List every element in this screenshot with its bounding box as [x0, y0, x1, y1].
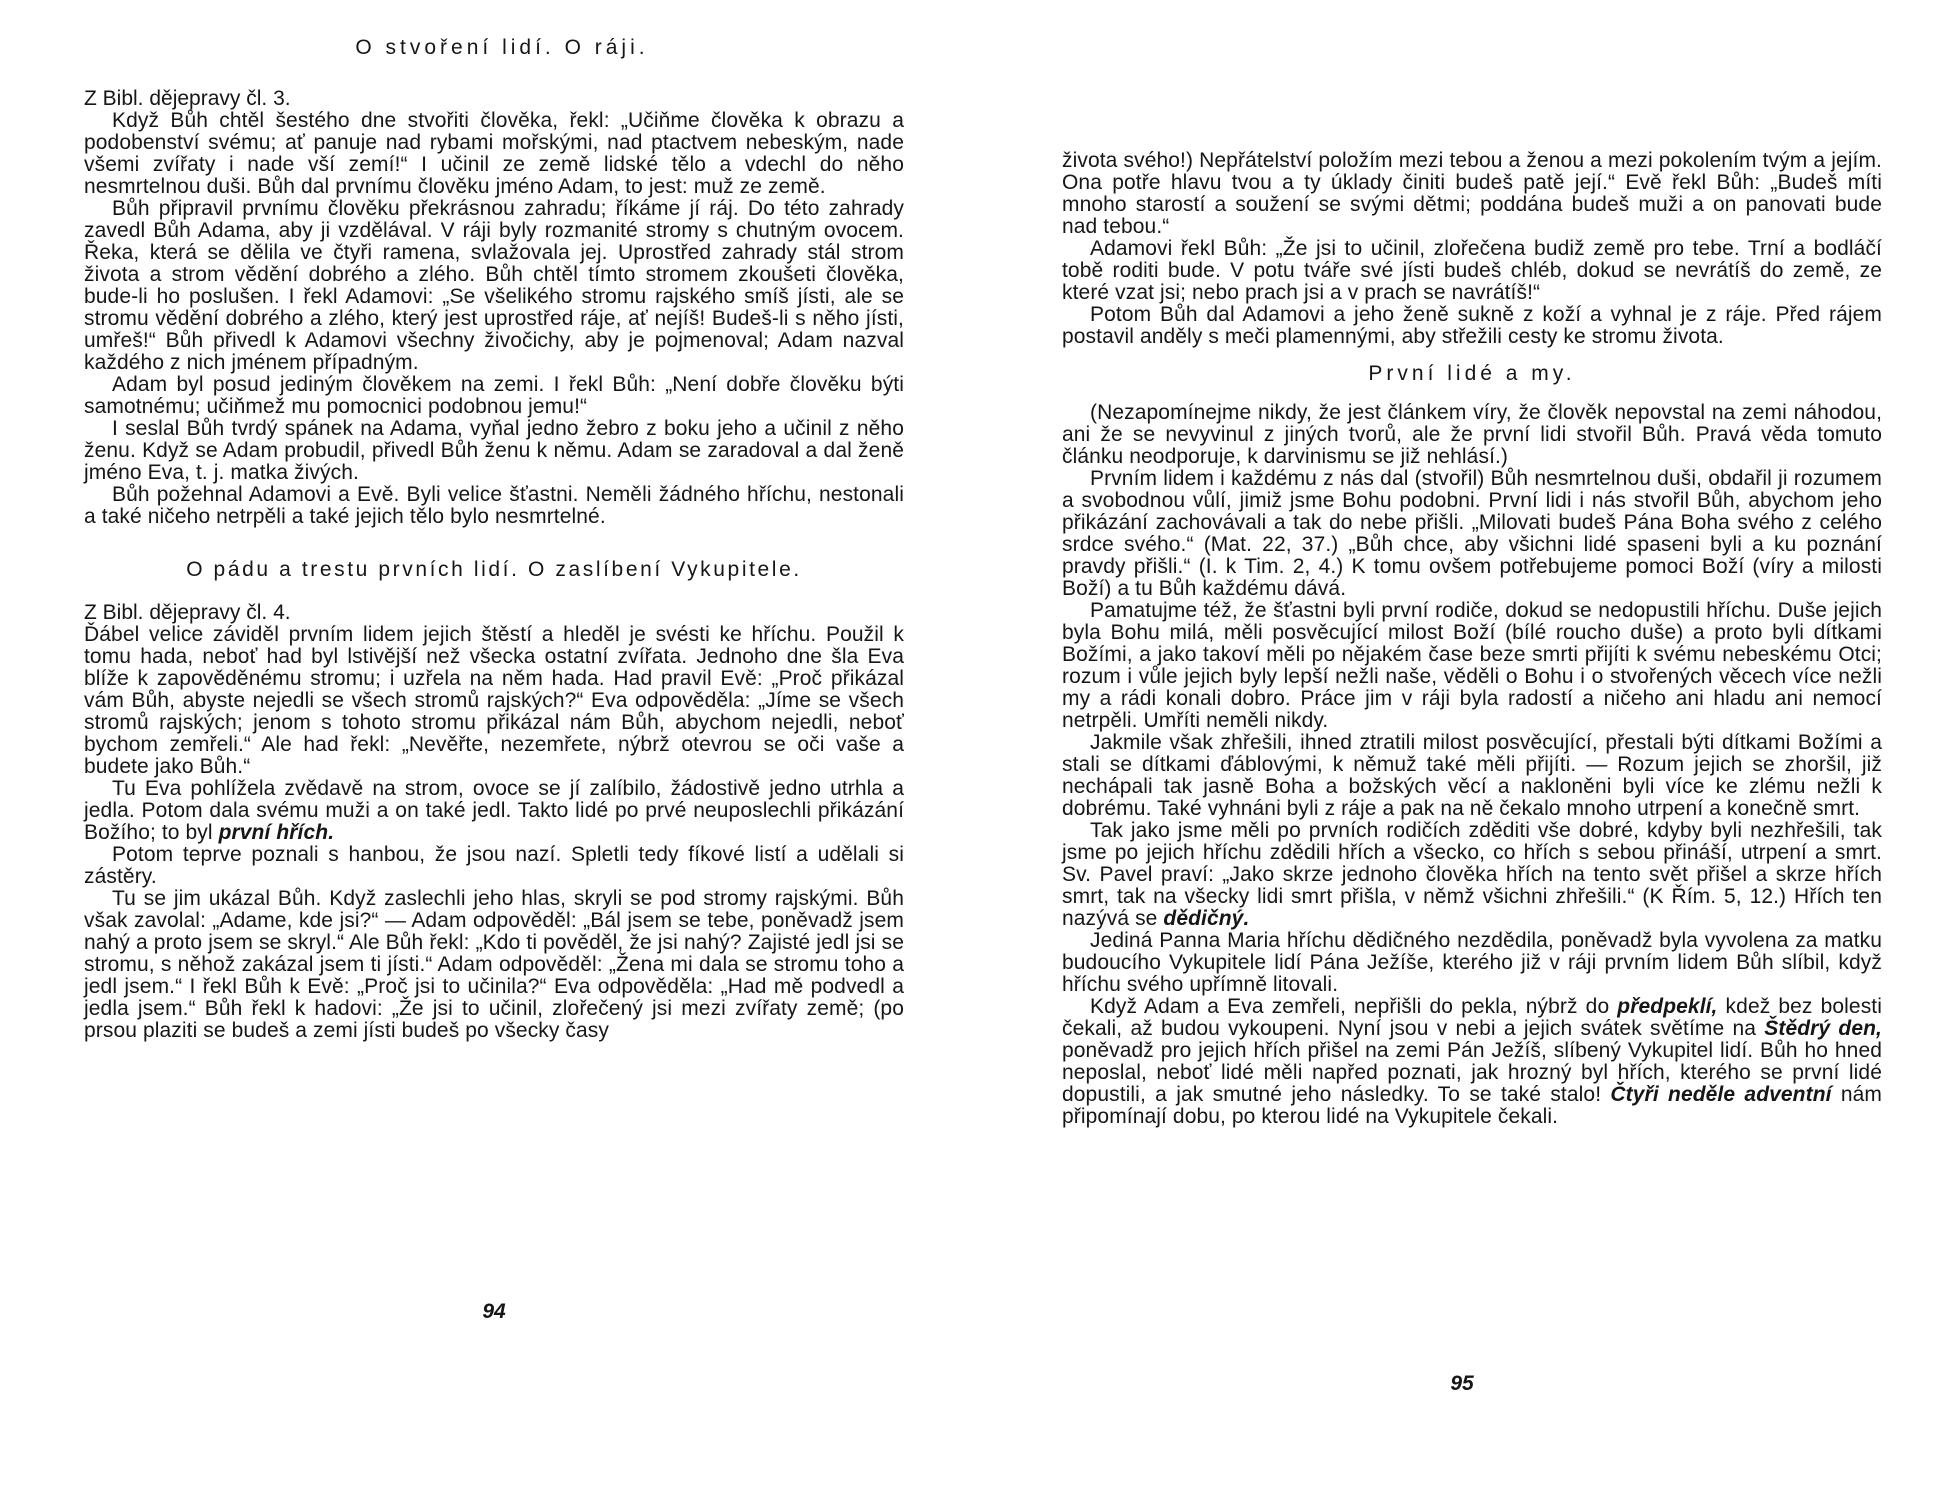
section-heading-fall: O pádu a trestu prvních lidí. O zaslíbení Vykupitele.: [186, 558, 802, 581]
paragraph: [1062, 820, 1882, 930]
left-page: [84, 0, 904, 1323]
emphasis-hereditary: dědičný.: [1163, 907, 1250, 930]
right-page: [1062, 0, 1882, 1395]
page-number: 95: [1450, 1372, 1474, 1395]
paragraph: Když Bůh chtěl šestého dne stvořiti člověka, řekl: „Učiňme člověka k obrazu a podobenství svému; ať panuje nad rybami mořskými, nad ptactvem nebeským, nade všemi zvířaty i nade vší zemí!“ I učinil ze země lidské tělo a vdechl do něho nesmrtelnou duši. Bůh dal prvnímu člověku jméno Adam, to jest: muž ze země.: [84, 109, 904, 198]
paragraph: Pamatujme též, že šťastni byli první rodiče, dokud se nedopustili hříchu. Duše jejich byla Bohu milá, měli posvěcující milost Boží (bílé roucho duše) a proto byli dítkami Božími, a jako takoví měli po nějakém čase beze smrti přijíti k svému nebeskému Otci; rozum i vůle jejich byly lepší nežli naše, věděli o Bohu i o stvořených věcech více nežli my a rádi konali dobro. Práce jim v ráji byla radostí a ničeho ani hladu ani nemocí netrpěli. Umříti neměli nikdy.: [1062, 599, 1882, 732]
page-number: 94: [482, 1300, 506, 1323]
paragraph: I seslal Bůh tvrdý spánek na Adama, vyňal jedno žebro z boku jeho a učinil z něho ženu. Když se Adam probudil, přivedl Bůh ženu k němu. Adam se zaradoval a dal ženě jméno Eva, t. j. matka živých.: [84, 417, 904, 484]
paragraph: Prvním lidem i každému z nás dal (stvořil) Bůh nesmrtelnou duši, obdařil ji rozumem a svobodnou vůlí, jimiž jsme Bohu podobni. První lidi i nás stvořil Bůh, abychom jeho přikázání zachovávali a tak do nebe přišli. „Milovati budeš Pána Boha svého z celého srdce svého.“ (Mat. 22, 37.) „Bůh chce, aby všichni lidé spaseni byli a ku poznání pravdy přišli.“ (I. k Tim. 2, 4.) K tomu ovšem potřebujeme pomoci Boží (víry a milosti Boží) a tu Bůh každému dává.: [1062, 467, 1882, 600]
paragraph: Adam byl posud jediným člověkem na zemi. I řekl Bůh: „Není dobře člověku býti samotnému; učiňmež mu pomocnici podobnou jemu!“: [84, 373, 904, 418]
paragraph-text: Když Adam a Eva zemřeli, nepřišli do pekla, nýbrž do: [1090, 995, 1618, 1018]
paragraph-text: poněvadž pro jejich hřích přišel na zemi Pán Ježíš, slíbený Vykupitel lidí. Bůh ho hned neposlal, neboť lidé měli napřed poznati, jak hrozný byl hřích, kterého se první lidé dopustili, a jak smutné jeho následky. To se také stalo!: [1062, 1039, 1882, 1106]
source-reference: Z Bibl. dějepravy čl. 4.: [84, 601, 291, 624]
paragraph: (Nezapomínejme nikdy, že jest článkem víry, že člověk nepovstal na zemi náhodou, ani že se nevyvinul z jiných tvorů, ale že první lidi stvořil Bůh. Pravá věda tomuto článku neodporuje, k darvinismu se již nehlásí.): [1062, 401, 1882, 468]
paragraph: Bůh požehnal Adamovi a Evě. Byli velice šťastni. Neměli žádného hříchu, nestonali a také ničeho netrpěli a také jejich tělo bylo nesmrtelné.: [84, 483, 904, 528]
paragraph: Jakmile však zhřešili, ihned ztratili milost posvěcující, přestali býti dítkami Božími a stali se dítkami ďáblovými, k němuž také měli přijíti. — Rozum jejich se zhoršil, již nechápali tak jasně Boha a božských věcí a nakloněni byli více ke zlému nežli k dobrému. Také vyhnáni byli z ráje a pak na ně čekalo mnoho utrpení a konečně smrt.: [1062, 731, 1882, 820]
emphasis-first-sin: první hřích.: [218, 821, 335, 844]
section-heading-first-people: První lidé a my.: [1368, 362, 1576, 385]
paragraph: Tu se jim ukázal Bůh. Když zaslechli jeho hlas, skryli se pod stromy rajskými. Bůh však zavolal: „Adame, kde jsi?“ — Adam odpověděl: „Bál jsem se tebe, poněvadž jsem nahý a proto jsem se skryl.“ Ale Bůh řekl: „Kdo ti pověděl, že jsi nahý? Zajisté jedl jsi se stromu, s něhož zakázal jsem ti jísti.“ Adam odpověděl: „Žena mi dala se stromu toho a jedl jsem.“ I řekl Bůh k Evě: „Proč jsi to učinila?“ Eva odpověděla: „Had mě podvedl a jedla jsem.“ Bůh řekl k hadovi: „Že jsi to učinil, zlořečený jsi mezi zvířaty země; (po prsou plaziti se budeš a zemi jísti budeš po všecky časy: [84, 887, 904, 1042]
paragraph: Adamovi řekl Bůh: „Že jsi to učinil, zlořečena budiž země pro tebe. Trní a bodláčí tobě roditi bude. V potu tváře své jísti budeš chléb, dokud se nevrátíš do země, ze které vzat jsi; nebo prach jsi a v prach se navrátíš!“: [1062, 237, 1882, 304]
emphasis-advent-sundays: Čtyři neděle adventní: [1610, 1083, 1832, 1106]
paragraph: [84, 778, 904, 844]
paragraph-text: nám připomínají dobu, po kterou lidé na Vykupitele čekali.: [1062, 1083, 1882, 1128]
section-heading-creation: O stvoření lidí. O ráji.: [355, 36, 649, 59]
source-reference: Z Bibl. dějepravy čl. 3.: [84, 87, 291, 110]
emphasis-christmas-eve: Štědrý den,: [1764, 1017, 1882, 1040]
paragraph: Ďábel velice záviděl prvním lidem jejich štěstí a hleděl je svésti ke hříchu. Použil k tomu hada, neboť had byl lstivější než všecka ostatní zvířata. Jednoho dne šla Eva blíže k zapověděnému stromu; i uzřela na něm hada. Had pravil Evě: „Proč přikázal vám Bůh, abyste nejedli se všech stromů rajských?“ Eva odpověděla: „Jíme se všech stromů rajských; jenom s tohoto stromu přikázal nám Bůh, abychom nejedli, neboť bychom zemřeli.“ Ale had řekl: „Nevěřte, nezemřete, nýbrž otevrou se oči vaše a budete jako Bůh.“: [84, 623, 904, 778]
paragraph-text: Tak jako jsme měli po prvních rodičích zděditi vše dobré, kdyby byli nezhřešili, tak jsme po jejich hříchu zdědili hřích a všecko, co hřích s sebou přináší, utrpení a smrt. Sv. Pavel praví: „Jako skrze jednoho člověka hřích na tento svět přišel a skrze hřích smrt, tak na všecky lidi smrt přišla, v němž všichni zhřešili.“ (K Řím. 5, 12.) Hřích ten nazývá se: [1062, 819, 1882, 930]
paragraph: Bůh připravil prvnímu člověku překrásnou zahradu; říkáme jí ráj. Do této zahrady zavedl Bůh Adama, aby ji vzdělával. V ráji byly rozmanité stromy s chutným ovocem. Řeka, která se dělila ve čtyři ramena, svlažovala jej. Uprostřed zahrady stál strom života a strom vědění dobrého a zlého. Bůh chtěl tímto stromem zkoušeti člověka, bude-li ho poslušen. I řekl Adamovi: „Se všelikého stromu rajského smíš jísti, ale se stromu vědění dobrého a zlého, který jest uprostřed ráje, ať nejíš! Budeš-li s něho jísti, umřeš!“ Bůh přivedl k Adamovi všechny živočichy, aby je pojmenoval; Adam nazval každého z nich jménem případným.: [84, 197, 904, 374]
paragraph: [1062, 996, 1882, 1128]
paragraph-text: Tu Eva pohlížela zvědavě na strom, ovoce se jí zalíbilo, žádostivě jedno utrhla a jedla. Potom dala svému muži a on také jedl. Takto lidé po prvé neuposlechli přikázání Božího; to byl: [84, 777, 904, 844]
paragraph: Potom teprve poznali s hanbou, že jsou nazí. Spletli tedy fíkové listí a udělali si zástěry.: [84, 843, 904, 888]
paragraph: života svého!) Nepřátelství položím mezi tebou a ženou a mezi pokolením tvým a jejím. Ona potře hlavu tvou a ty úklady činiti budeš patě její.“ Evě řekl Bůh: „Budeš míti mnoho starostí a soužení se svými dětmi; poddána budeš muži a on panovati bude nad tebou.“: [1062, 149, 1882, 238]
paragraph: Potom Bůh dal Adamovi a jeho ženě sukně z koží a vyhnal je z ráje. Před rájem postavil anděly s meči plamennými, aby střežili cesty ke stromu života.: [1062, 303, 1882, 348]
paragraph-text: kdež bez bolesti čekali, až budou vykoupeni. Nyní jsou v nebi a jejich svátek světíme na: [1062, 995, 1882, 1040]
paragraph: Jediná Panna Maria hříchu dědičného nezdědila, poněvadž byla vyvolena za matku budoucího Vykupitele lidí Pána Ježíše, kterého již v ráji prvním lidem Bůh slíbil, když hříchu svého upřímně litovali.: [1062, 929, 1882, 996]
emphasis-limbo: předpeklí,: [1617, 995, 1718, 1018]
